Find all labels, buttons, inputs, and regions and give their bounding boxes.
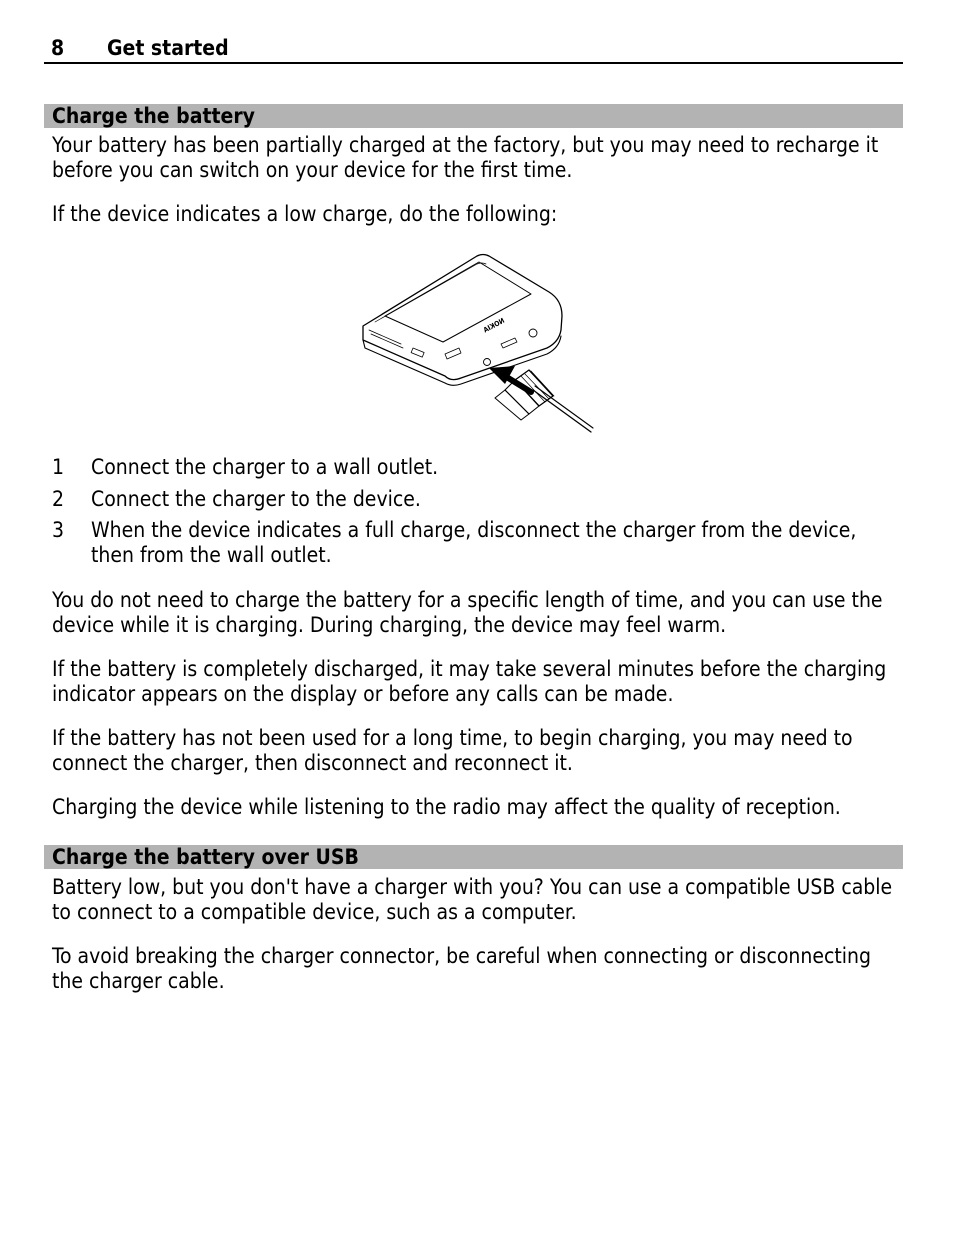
page-number: 8: [51, 36, 65, 60]
step-number: 2: [52, 486, 65, 511]
body-paragraph: Charging the device while listening to the radio may affect the quality of reception.: [52, 795, 841, 819]
intro-paragraph: Your battery has been partially charged at the factory, but you may need to recharge it before you can switch on your device for the first time.: [52, 133, 879, 182]
body-paragraph: If the battery has not been used for a long time, to begin charging, you may need to connect the charger, then disconnect and reconnect it.: [52, 726, 853, 775]
list-item: [52, 518, 902, 567]
section-heading-charge-battery: [44, 104, 903, 128]
step-number: 3: [52, 518, 65, 542]
instruction-lead: If the device indicates a low charge, do the following:: [52, 202, 558, 226]
list-item: [52, 487, 902, 512]
section-title: Charge the battery over USB: [52, 845, 359, 869]
body-paragraph: You do not need to charge the battery for a specific length of time, and you can use the device while it is charging. During charging, the device may feel warm.: [52, 588, 883, 637]
page-header: [44, 34, 903, 64]
charger-illustration: [355, 250, 600, 440]
chapter-title: Get started: [107, 36, 229, 60]
body-paragraph: Battery low, but you don't have a charger with you? You can use a compatible USB cable to connect to a compatible device, such as a computer.: [52, 875, 893, 924]
list-item: [52, 455, 902, 480]
step-text: When the device indicates a full charge, disconnect the charger from the device, then from the wall outlet.: [91, 518, 857, 567]
step-text: Connect the charger to the device.: [91, 486, 421, 511]
steps-list: [52, 455, 902, 574]
brand-text: NOKIA: [482, 316, 506, 335]
body-paragraph: To avoid breaking the charger connector, be careful when connecting or disconnecting the charger cable.: [52, 944, 871, 993]
step-number: 1: [52, 455, 65, 479]
section-heading-charge-usb: [44, 845, 903, 869]
step-text: Connect the charger to a wall outlet.: [91, 455, 439, 479]
section-title: Charge the battery: [52, 104, 255, 128]
body-paragraph: If the battery is completely discharged, it may take several minutes before the charging indicator appears on the display or before any calls can be made.: [52, 657, 887, 706]
